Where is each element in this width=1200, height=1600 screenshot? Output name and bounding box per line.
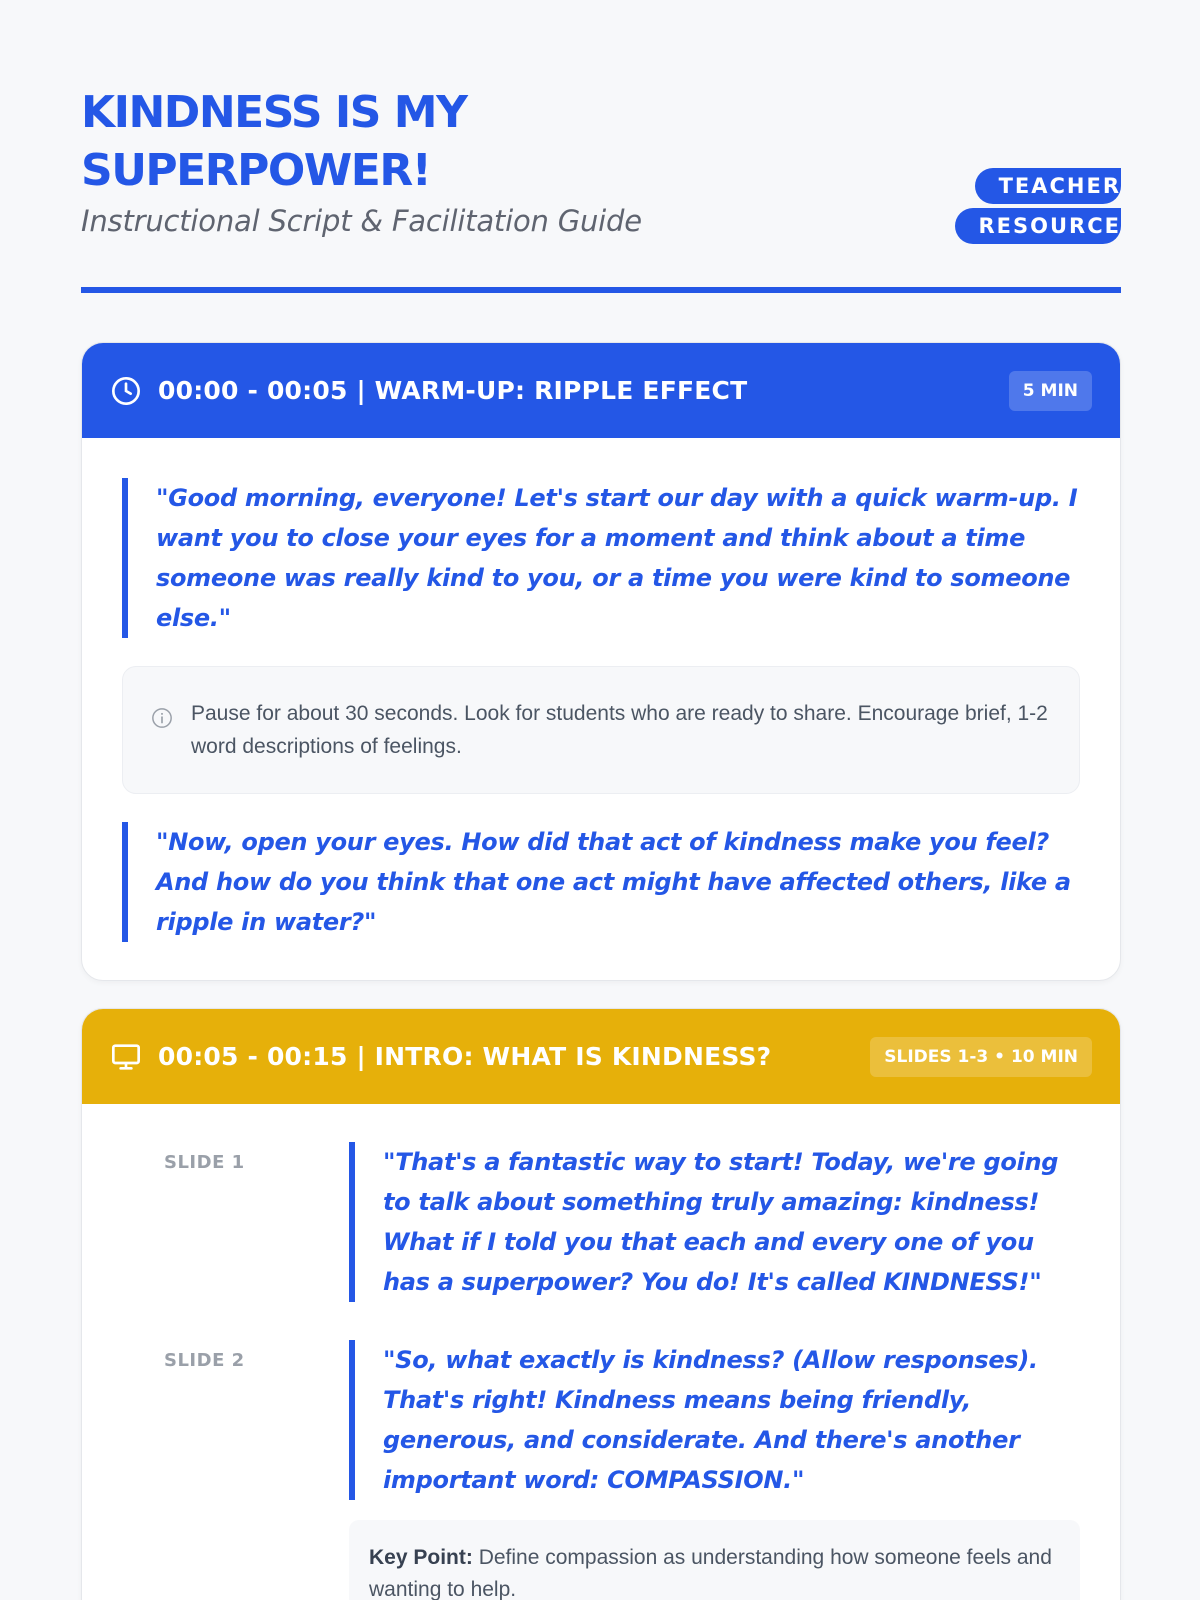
script-quote: "So, what exactly is kindness? (Allow responses). That's right! Kindness means being friendly, generous, and considerate. And there's another important word: COMPASSION." bbox=[349, 1340, 1080, 1500]
section-title: 00:00 - 00:05 | WARM-UP: RIPPLE EFFECT bbox=[158, 376, 748, 405]
duration-pill: 5 MIN bbox=[1009, 371, 1092, 411]
note-text: Pause for about 30 seconds. Look for students who are ready to share. Encourage brief, 1-2 word descriptions of feelings. bbox=[191, 702, 1048, 758]
intro-section bbox=[81, 1008, 1121, 1600]
teacher-resource-badge bbox=[949, 166, 1121, 246]
slides-duration-pill: SLIDES 1-3 • 10 MIN bbox=[870, 1037, 1092, 1077]
header-divider bbox=[81, 287, 1121, 293]
script-quote: "Now, open your eyes. How did that act of kindness make you feel? And how do you think that one act might have affected others, like a ripple in water?" bbox=[122, 822, 1080, 942]
key-point-text: Define compassion as understanding how someone feels and wanting to help. bbox=[369, 1546, 1052, 1600]
slide-content bbox=[349, 1340, 1080, 1600]
clock-icon bbox=[110, 375, 142, 407]
slide-content bbox=[349, 1142, 1080, 1302]
section-header bbox=[82, 1009, 1120, 1104]
section-body bbox=[82, 438, 1120, 980]
info-icon bbox=[151, 707, 173, 729]
slide-row bbox=[122, 1340, 1080, 1600]
slide-label: SLIDE 2 bbox=[164, 1350, 245, 1371]
page-subtitle: Instructional Script & Facilitation Guide bbox=[81, 204, 642, 238]
monitor-icon bbox=[110, 1041, 142, 1073]
script-quote: "Good morning, everyone! Let's start our day with a quick warm-up. I want you to close your eyes for a moment and think about a time someone was really kind to you, or a time you were kind to someone else." bbox=[122, 478, 1080, 638]
slide-label: SLIDE 1 bbox=[164, 1152, 245, 1173]
key-point-label: Key Point: bbox=[369, 1546, 479, 1569]
badge-label: TEACHER RESOURCE bbox=[955, 168, 1121, 244]
page-title: KINDNESS IS MY SUPERPOWER! bbox=[81, 87, 467, 196]
warm-up-section bbox=[81, 342, 1121, 981]
script-quote: "That's a fantastic way to start! Today, we're going to talk about something truly amazing: kindness! What if I told you that each and every one of you has a superpower? You do! It's called KINDNESS!" bbox=[349, 1142, 1080, 1302]
section-body bbox=[82, 1104, 1120, 1600]
section-title: 00:05 - 00:15 | INTRO: WHAT IS KINDNESS? bbox=[158, 1042, 772, 1071]
facilitator-note bbox=[122, 666, 1080, 794]
key-point-box bbox=[349, 1520, 1080, 1600]
section-header bbox=[82, 343, 1120, 438]
slide-row bbox=[122, 1142, 1080, 1302]
